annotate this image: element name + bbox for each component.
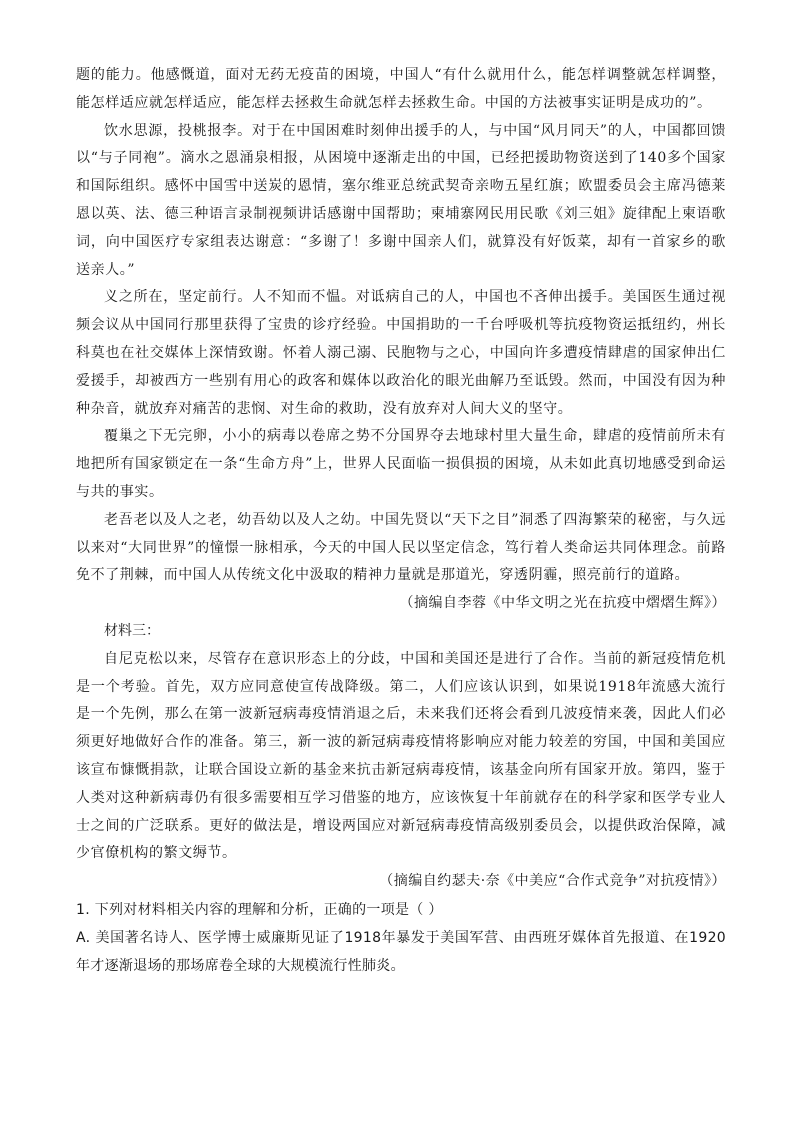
source-citation: （摘编自约瑟夫·奈《中美应“合作式竞争”对抗疫情》） xyxy=(379,873,726,890)
body-paragraph: 覆巢之下无完卵，小小的病毒以卷席之势不分国界夺去地球村里大量生命，肆虐的疫情前所未有地把所有国家锁定在一条“生命方舟”上，世界人民面临一损俱损的困境，从未如此真切地感受到命运与共的事实。 xyxy=(76,428,726,500)
body-paragraph: 义之所在，坚定前行。人不知而不愠。对诋病自己的人，中国也不吝伸出援手。美国医生通过视频会议从中国同行那里获得了宝贵的诊疗经验。中国捐助的一千台呼吸机等抗疫物资运抵纽约，州长科莫也在社交媒体上深情致谢。怀着人溺己溺、民胞物与之心，中国向许多遭疫情肆虐的国家伸出仁爱援手，却被西方一些别有用心的政客和媒体以政治化的眼光曲解乃至诋毁。然而，中国没有因为种种杂音，就放弃对痛苦的悲悯、对生命的救助，没有放弃对人间大义的坚守。 xyxy=(76,289,726,417)
body-paragraph: 饮水思源，投桃报李。对于在中国困难时刻伸出援手的人，与中国“风月同天”的人，中国都回馈以“与子同袍”。滴水之恩涌泉相报，从困境中逐渐走出的中国，已经把援助物资送到了140多个国家和国际组织。感怀中国雪中送炭的恩情，塞尔维亚总统武契奇亲吻五星红旗；欧盟委员会主席冯德莱恩以英、法、德三种语言录制视频讲话感谢中国帮助；柬埔寨网民用民歌《刘三姐》旋律配上柬语歌词，向中国医疗专家组表达谢意：“多谢了！多谢中国亲人们，就算没有好饭菜，却有一首家乡的歌送亲人。” xyxy=(76,122,726,278)
material-label: 材料三： xyxy=(104,622,160,639)
body-paragraph: 老吾老以及人之老，幼吾幼以及人之幼。中国先贤以“天下之目”洞悉了四海繁荣的秘密，与久远以来对“大同世界”的憧憬一脉相承，今天的中国人民以坚定信念，笃行着人类命运共同体理念。前路免不了荆棘，而中国人从传统文化中汲取的精神力量就是那道光，穿透阴霾，照亮前行的道路。 xyxy=(76,511,726,584)
body-paragraph: 题的能力。他感慨道，面对无药无疫苗的困境，中国人“有什么就用什么，能怎样调整就怎样调整，能怎样适应就怎样适应，能怎样去拯救生命就怎样去拯救生命。中国的方法被事实证明是成功的”。 xyxy=(76,67,726,111)
answer-option-a: A. 美国著名诗人、医学博士威廉斯见证了1918年暴发于美国军营、由西班牙媒体首先报道、在1920年才逐渐退场的那场席卷全球的大规模流行性肺炎。 xyxy=(76,929,726,974)
document-page xyxy=(76,62,726,980)
material-paragraph: 自尼克松以来，尽管存在意识形态上的分歧，中国和美国还是进行了合作。当前的新冠疫情危机是一个考验。首先，双方应同意使宣传战降级。第二，人们应该认识到，如果说1918年流感大流行是一个先例，那么在第一波新冠病毒疫情消退之后，未来我们还将会看到几波疫情来袭，因此人们必须更好地做好合作的准备。第三，新一波的新冠病毒疫情将影响应对能力较差的穷国，中国和美国应该宣布慷慨捐款，让联合国设立新的基金来抗击新冠病毒疫情，该基金向所有国家开放。第四，鉴于人类对这种新病毒仍有很多需要相互学习借鉴的地方，应该恢复十年前就存在的科学家和医学专业人士之间的广泛联系。更好的做法是，增设两国应对新冠病毒疫情高级别委员会，以提供政治保障，减少官僚机构的繁文缛节。 xyxy=(76,650,726,862)
question-stem: 1. 下列对材料相关内容的理解和分析，正确的一项是（ ） xyxy=(76,901,443,918)
source-citation: （摘编自李蓉《中华文明之光在抗疫中熠熠生辉》） xyxy=(399,595,726,612)
